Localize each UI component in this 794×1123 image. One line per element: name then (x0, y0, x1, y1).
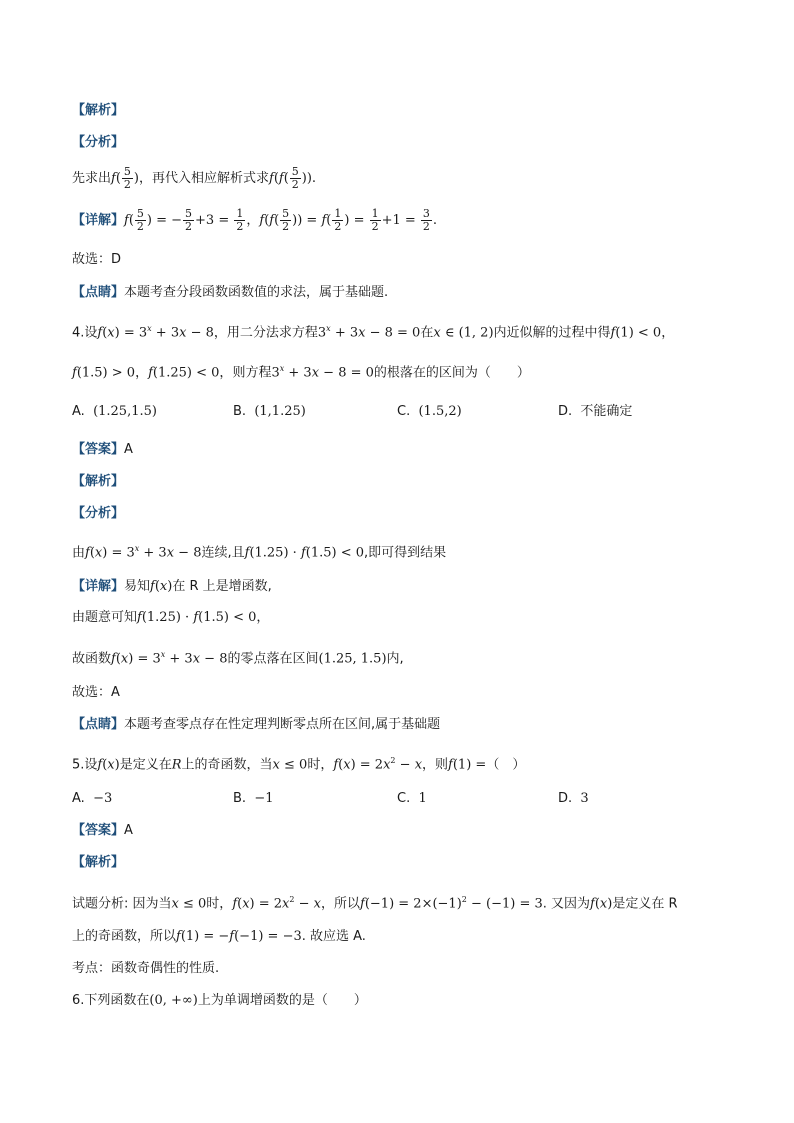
tag-jiexi: 【解析】 (72, 103, 125, 118)
q5-option-b[interactable]: B. −1 (233, 791, 274, 806)
q5-option-d[interactable]: D. 3 (558, 791, 589, 806)
q5-analysis-2: 上的奇函数，所以f(1) = −f(−1) = −3. 故应选 A. (72, 929, 366, 944)
q5-option-c[interactable]: C. 1 (397, 791, 427, 806)
q4-option-c[interactable]: C. (1.5,2) (397, 404, 462, 419)
q4-detail-1: 【详解】易知f(x)在 R 上是增函数, (72, 579, 272, 594)
q5-jiexi: 【解析】 (72, 855, 125, 870)
q4-comment: 【点睛】本题考查零点存在性定理判断零点所在区间,属于基础题 (72, 717, 441, 732)
q4-answer: 【答案】A (72, 442, 133, 457)
q5-analysis-1: 试题分析: 因为当x ≤ 0时，$f(x) = 2x^2 - x$，所以$f(-1) = 2\times(-1)^2 - (-1) = 3$. 又因为f(x)是定义在 R (72, 895, 678, 912)
q4-detail-3: 故函数$f(x) = 3^x + 3x - 8$的零点落在区间(1.25, 1.5)内, (72, 650, 404, 667)
q4-stem-line2: f(1.5) > 0，f(1.25) < 0，则方程$3^x + 3x - 8 = 0$的根落在的区间为（ ） (72, 364, 530, 381)
section-jiexi (72, 101, 124, 121)
q5-kaodian: 考点：函数奇偶性的性质. (72, 961, 220, 976)
q4-fenxi: 【分析】 (72, 506, 125, 521)
q4-option-d[interactable]: D. 不能确定 (558, 404, 633, 419)
detail-text: 【详解】f( $\frac{5}{2}$ ) = − $\frac{5}{2}$ +3 = $\frac{1}{2}$ ，f(f( $\frac{5}{2}$ )) = f( $\frac{1}{2}$ ) = $\frac{1}{2}$ +1 = $\frac{3}{2}$ . (72, 207, 438, 233)
answer-line: 故选：D (72, 252, 122, 267)
tag-fenxi: 【分析】 (72, 135, 125, 150)
q4-option-a[interactable]: A. (1.25,1.5) (72, 404, 157, 419)
q4-detail-2: 由题意可知f(1.25) · f(1.5) < 0， (72, 610, 270, 625)
q4-fenxi-text: 由$f(x) = 3^x + 3x - 8$连续,且f(1.25) · f(1.5) < 0,即可得到结果 (72, 544, 447, 561)
q5-stem: 5.设f(x)是定义在R上的奇函数，当x ≤ 0时，$f(x) = 2x^2 - x$，则f(1) =（ ） (72, 756, 526, 773)
q4-jiexi: 【解析】 (72, 474, 125, 489)
q5-answer: 【答案】A (72, 823, 133, 838)
q4-option-b[interactable]: B. (1,1.25) (233, 404, 306, 419)
fenxi-text: 先求出f( $\frac{5}{2}$ )，再代入相应解析式求f(f( $\frac{5}{2}$ )). (72, 165, 317, 191)
section-fenxi (72, 133, 124, 153)
q4-stem-line1: 4.设$f(x) = 3^x + 3x - 8$，用二分法求方程$3^x + 3x - 8 = 0$在x ∈ (1, 2)内近似解的过程中得f(1) < 0， (72, 324, 675, 341)
q4-choose: 故选：A (72, 685, 120, 700)
q5-option-a[interactable]: A. −3 (72, 791, 113, 806)
q6-stem: 6.下列函数在(0, +∞)上为单调增函数的是（ ） (72, 993, 367, 1008)
comment-line: 【点睛】本题考查分段函数函数值的求法，属于基础题. (72, 285, 389, 300)
